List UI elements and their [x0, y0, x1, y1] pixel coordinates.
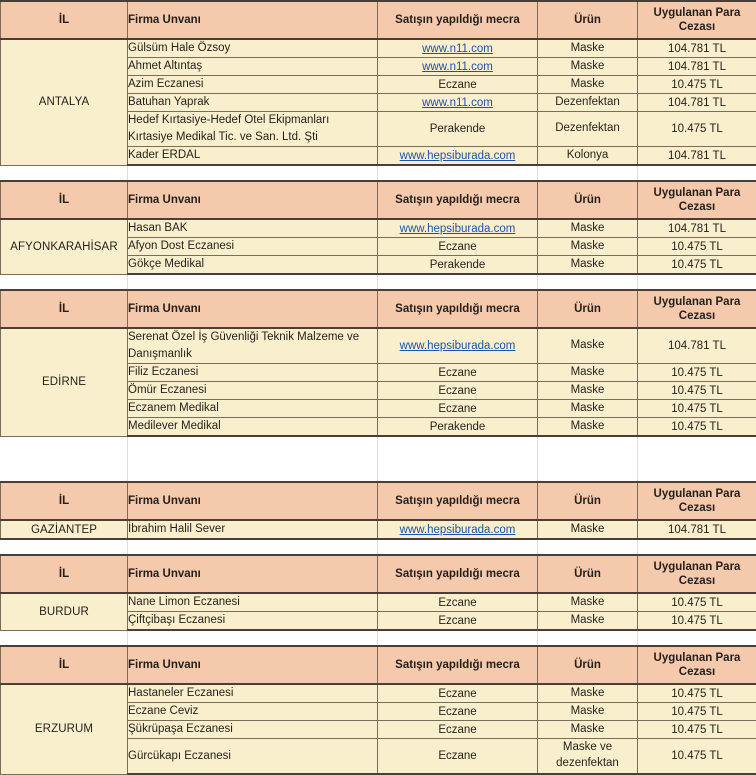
cell-firma-unvani: Nane Limon Eczanesi [128, 593, 378, 612]
column-header-uygulanan-para-cezasi [638, 290, 756, 328]
cell-firma-unvani: Serenat Özel İş Güvenliği Teknik Malzeme ve Danışmanlık [128, 328, 378, 364]
spreadsheet-gridline [537, 166, 538, 180]
column-header-firma-unvani: Firma Unvanı [128, 181, 378, 219]
column-header-uygulanan-para-cezasi [638, 555, 756, 593]
penalty-table-edi-rne [0, 289, 756, 437]
cell-il: AFYONKARAHİSAR [1, 219, 128, 274]
cell-urun: Maske [538, 418, 638, 437]
cell-firma-unvani: Şükrüpaşa Eczanesi [128, 721, 378, 739]
cell-urun: Maske [538, 76, 638, 94]
mecra-link[interactable]: www.n11.com [422, 61, 493, 73]
cell-uygulanan-para-cezasi: 104.781 TL [638, 94, 756, 112]
mecra-link[interactable]: www.hepsiburada.com [400, 223, 516, 235]
table-header-row [1, 555, 756, 593]
cell-firma-unvani: Gülsüm Hale Özsoy [128, 39, 378, 58]
cell-uygulanan-para-cezasi: 10.475 TL [638, 382, 756, 400]
mecra-link[interactable]: www.hepsiburada.com [400, 524, 516, 536]
cell-satis-mecra[interactable] [378, 58, 538, 76]
ceza-header-line-1: Uygulanan Para [638, 186, 756, 200]
penalty-table-burdur [0, 554, 756, 631]
spreadsheet-gridline [637, 275, 638, 289]
cell-firma-unvani: Medilever Medikal [128, 418, 378, 437]
cell-urun: Maske [538, 703, 638, 721]
column-header-uygulanan-para-cezasi [638, 482, 756, 520]
cell-satis-mecra: Eczane [378, 721, 538, 739]
table-row [1, 39, 756, 58]
spreadsheet-gridline [537, 631, 538, 645]
penalty-table-afyonkarahi-sar [0, 180, 756, 275]
cell-urun: Maske [538, 721, 638, 739]
column-header-uygulanan-para-cezasi [638, 181, 756, 219]
spreadsheet-gridline [637, 631, 638, 645]
cell-firma-unvani: Filiz Eczanesi [128, 364, 378, 382]
column-header-uygulanan-para-cezasi [638, 1, 756, 39]
spreadsheet-gridline [637, 166, 638, 180]
column-header-il: İL [1, 181, 128, 219]
mecra-link[interactable]: www.hepsiburada.com [400, 150, 516, 162]
cell-urun: Dezenfektan [538, 94, 638, 112]
ceza-header-line-2: Cezası [638, 574, 756, 588]
cell-uygulanan-para-cezasi: 10.475 TL [638, 364, 756, 382]
cell-uygulanan-para-cezasi: 104.781 TL [638, 147, 756, 166]
cell-firma-unvani: Batuhan Yaprak [128, 94, 378, 112]
cell-firma-unvani: Afyon Dost Eczanesi [128, 238, 378, 256]
table-spacer [0, 631, 756, 645]
spreadsheet-gridline [127, 437, 128, 481]
cell-il: BURDUR [1, 593, 128, 630]
penalty-table-antalya [0, 0, 756, 166]
ceza-header-line-2: Cezası [638, 665, 756, 679]
cell-il: ANTALYA [1, 39, 128, 165]
table-spacer [0, 166, 756, 180]
cell-satis-mecra: Perakende [378, 256, 538, 275]
penalty-table-gazi-antep [0, 481, 756, 540]
spreadsheet-gridline [537, 275, 538, 289]
table-spacer [0, 437, 756, 481]
spreadsheet-gridline [537, 540, 538, 554]
cell-urun: Maske [538, 219, 638, 238]
spreadsheet-gridline [127, 166, 128, 180]
cell-uygulanan-para-cezasi: 104.781 TL [638, 39, 756, 58]
cell-il: EDİRNE [1, 328, 128, 436]
ceza-header-line-1: Uygulanan Para [638, 487, 756, 501]
cell-satis-mecra: Ezcane [378, 593, 538, 612]
ceza-header-line-2: Cezası [638, 501, 756, 515]
column-header-satisin-yapildigi-mecra: Satışın yapıldığı mecra [378, 1, 538, 39]
table-header-row [1, 181, 756, 219]
column-header-urun: Ürün [538, 1, 638, 39]
cell-uygulanan-para-cezasi: 10.475 TL [638, 612, 756, 631]
cell-firma-unvani: Hasan BAK [128, 219, 378, 238]
cell-uygulanan-para-cezasi: 10.475 TL [638, 76, 756, 94]
column-header-satisin-yapildigi-mecra: Satışın yapıldığı mecra [378, 290, 538, 328]
cell-urun: Maske [538, 593, 638, 612]
spreadsheet-gridline [637, 540, 638, 554]
spreadsheet-gridline [127, 275, 128, 289]
cell-satis-mecra[interactable] [378, 39, 538, 58]
cell-uygulanan-para-cezasi: 10.475 TL [638, 256, 756, 275]
spreadsheet-gridline [127, 540, 128, 554]
cell-satis-mecra: Ezcane [378, 612, 538, 631]
column-header-urun: Ürün [538, 555, 638, 593]
cell-satis-mecra: Eczane [378, 382, 538, 400]
ceza-header-line-2: Cezası [638, 200, 756, 214]
cell-urun: Maske [538, 520, 638, 539]
cell-firma-unvani: Ahmet Altıntaş [128, 58, 378, 76]
cell-urun: Maske [538, 238, 638, 256]
table-header-row [1, 1, 756, 39]
column-header-urun: Ürün [538, 482, 638, 520]
ceza-header-line-1: Uygulanan Para [638, 651, 756, 665]
cell-firma-unvani: Çiftçibaşı Eczanesi [128, 612, 378, 631]
cell-uygulanan-para-cezasi: 10.475 TL [638, 418, 756, 437]
cell-satis-mecra[interactable] [378, 328, 538, 364]
cell-firma-unvani: Gürcükapı Eczanesi [128, 739, 378, 775]
cell-firma-unvani: Eczanem Medikal [128, 400, 378, 418]
cell-satis-mecra: Eczane [378, 400, 538, 418]
cell-uygulanan-para-cezasi: 10.475 TL [638, 739, 756, 775]
cell-firma-unvani: Ömür Eczanesi [128, 382, 378, 400]
column-header-satisin-yapildigi-mecra: Satışın yapıldığı mecra [378, 555, 538, 593]
table-row [1, 684, 756, 703]
table-row [1, 520, 756, 539]
cell-uygulanan-para-cezasi: 104.781 TL [638, 520, 756, 539]
spreadsheet-gridline [377, 631, 378, 645]
cell-uygulanan-para-cezasi: 104.781 TL [638, 219, 756, 238]
cell-urun: Maske [538, 39, 638, 58]
cell-firma-unvani: Hedef Kırtasiye-Hedef Otel Ekipmanları Kırtasiye Medikal Tic. ve San. Ltd. Şti [128, 112, 378, 147]
column-header-firma-unvani: Firma Unvanı [128, 555, 378, 593]
cell-urun: Maske [538, 400, 638, 418]
mecra-link[interactable]: www.hepsiburada.com [400, 340, 516, 352]
column-header-firma-unvani: Firma Unvanı [128, 646, 378, 684]
cell-satis-mecra: Eczane [378, 364, 538, 382]
column-header-il: İL [1, 482, 128, 520]
table-header-row [1, 290, 756, 328]
ceza-header-line-2: Cezası [638, 309, 756, 323]
cell-satis-mecra[interactable] [378, 94, 538, 112]
table-row [1, 593, 756, 612]
cell-urun: Maske [538, 364, 638, 382]
ceza-header-line-1: Uygulanan Para [638, 6, 756, 20]
column-header-urun: Ürün [538, 181, 638, 219]
cell-satis-mecra[interactable] [378, 520, 538, 539]
cell-urun: Maske ve dezenfektan [538, 739, 638, 775]
cell-satis-mecra[interactable] [378, 147, 538, 166]
cell-uygulanan-para-cezasi: 10.475 TL [638, 112, 756, 147]
spreadsheet-gridline [377, 275, 378, 289]
column-header-il: İL [1, 646, 128, 684]
cell-uygulanan-para-cezasi: 10.475 TL [638, 721, 756, 739]
column-header-satisin-yapildigi-mecra: Satışın yapıldığı mecra [378, 482, 538, 520]
column-header-satisin-yapildigi-mecra: Satışın yapıldığı mecra [378, 181, 538, 219]
cell-firma-unvani: Azim Eczanesi [128, 76, 378, 94]
table-row [1, 219, 756, 238]
column-header-il: İL [1, 555, 128, 593]
cell-satis-mecra: Perakende [378, 112, 538, 147]
table-header-row [1, 482, 756, 520]
table-row [1, 328, 756, 364]
column-header-satisin-yapildigi-mecra: Satışın yapıldığı mecra [378, 646, 538, 684]
ceza-header-line-1: Uygulanan Para [638, 560, 756, 574]
cell-firma-unvani: Eczane Ceviz [128, 703, 378, 721]
cell-satis-mecra: Eczane [378, 76, 538, 94]
column-header-urun: Ürün [538, 646, 638, 684]
mecra-link[interactable]: www.n11.com [422, 43, 493, 55]
cell-firma-unvani: Kader ERDAL [128, 147, 378, 166]
cell-urun: Maske [538, 58, 638, 76]
table-spacer [0, 540, 756, 554]
spreadsheet-gridline [377, 540, 378, 554]
cell-satis-mecra: Eczane [378, 703, 538, 721]
cell-il: GAZİANTEP [1, 520, 128, 539]
cell-uygulanan-para-cezasi: 10.475 TL [638, 238, 756, 256]
cell-satis-mecra[interactable] [378, 219, 538, 238]
cell-uygulanan-para-cezasi: 10.475 TL [638, 593, 756, 612]
cell-uygulanan-para-cezasi: 104.781 TL [638, 58, 756, 76]
column-header-firma-unvani: Firma Unvanı [128, 1, 378, 39]
cell-uygulanan-para-cezasi: 104.781 TL [638, 328, 756, 364]
cell-satis-mecra: Eczane [378, 684, 538, 703]
cell-urun: Kolonya [538, 147, 638, 166]
cell-firma-unvani: Hastaneler Eczanesi [128, 684, 378, 703]
cell-satis-mecra: Eczane [378, 739, 538, 775]
table-spacer [0, 275, 756, 289]
cell-satis-mecra: Perakende [378, 418, 538, 437]
cell-il: ERZURUM [1, 684, 128, 774]
cell-urun: Maske [538, 328, 638, 364]
column-header-il: İL [1, 1, 128, 39]
cell-uygulanan-para-cezasi: 10.475 TL [638, 684, 756, 703]
cell-urun: Maske [538, 382, 638, 400]
cell-uygulanan-para-cezasi: 10.475 TL [638, 400, 756, 418]
spreadsheet-gridline [377, 166, 378, 180]
cell-urun: Maske [538, 612, 638, 631]
cell-urun: Maske [538, 684, 638, 703]
column-header-uygulanan-para-cezasi [638, 646, 756, 684]
column-header-firma-unvani: Firma Unvanı [128, 482, 378, 520]
column-header-urun: Ürün [538, 290, 638, 328]
column-header-firma-unvani: Firma Unvanı [128, 290, 378, 328]
spreadsheet-gridline [127, 631, 128, 645]
cell-firma-unvani: Gökçe Medikal [128, 256, 378, 275]
cell-uygulanan-para-cezasi: 10.475 TL [638, 703, 756, 721]
cell-urun: Dezenfektan [538, 112, 638, 147]
table-header-row [1, 646, 756, 684]
column-header-il: İL [1, 290, 128, 328]
mecra-link[interactable]: www.n11.com [422, 97, 493, 109]
ceza-header-line-2: Cezası [638, 20, 756, 34]
spreadsheet-gridline [637, 437, 638, 481]
cell-firma-unvani: İbrahim Halil Sever [128, 520, 378, 539]
cell-urun: Maske [538, 256, 638, 275]
spreadsheet-gridline [377, 437, 378, 481]
cell-satis-mecra: Eczane [378, 238, 538, 256]
spreadsheet-gridline [537, 437, 538, 481]
ceza-header-line-1: Uygulanan Para [638, 295, 756, 309]
